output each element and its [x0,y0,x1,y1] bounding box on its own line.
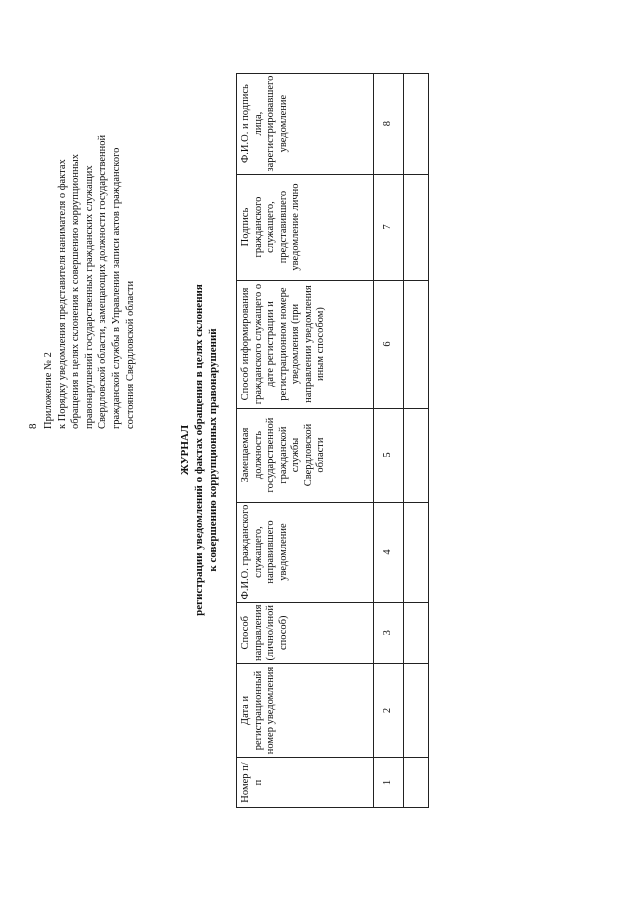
journal-table [236,73,429,808]
appendix-line: правонарушений государственных гражданских служащих [83,165,95,429]
column-header: Номер п/п [237,758,374,808]
title-line: к совершению коррупционных правонарушений [207,328,219,572]
table-cell [404,73,429,174]
column-number: 4 [374,502,404,602]
table-header-row [237,73,374,807]
column-header: Способ направления (лично/иной способ) [237,602,374,663]
table-cell [404,758,429,808]
column-header: Ф.И.О. гражданского служащего, направившего уведомление [237,502,374,602]
title-heading: ЖУРНАЛ [179,424,191,476]
appendix-line: Свердловской области, замещающих должности государственной [97,134,109,429]
column-header: Дата и регистрационный номер уведомления [237,664,374,758]
appendix-block [42,84,137,429]
table-row [404,73,429,807]
table-cell [404,664,429,758]
column-header: Подпись гражданского служащего, представившего уведомление лично [237,174,374,280]
column-number: 1 [374,758,404,808]
column-number: 2 [374,664,404,758]
column-number: 3 [374,602,404,663]
appendix-line: Приложение № 2 [43,352,54,429]
title-line: регистрации уведомлений о фактах обращения в целях склонения [193,284,205,616]
column-number: 6 [374,280,404,408]
table-cell [404,502,429,602]
table-cell [404,174,429,280]
table-cell [404,408,429,502]
journal-title [178,145,220,755]
column-number: 8 [374,73,404,174]
appendix-line: обращения в целях склонения к совершению коррупционных [70,154,82,429]
column-number-row [374,73,404,807]
column-number: 5 [374,408,404,502]
appendix-line: гражданской службы в Управлении записи актов гражданского [110,147,122,429]
appendix-line: состояния Свердловской области [124,280,136,429]
column-number: 7 [374,174,404,280]
page-number: 8 [27,423,39,429]
column-header: Замещаемая должность государственной гражданской службы Свердловской области [237,408,374,502]
table-cell [404,280,429,408]
appendix-line: к Порядку уведомления представителя нанимателя о фактах [56,159,68,429]
column-header: Ф.И.О. и подпись лица, зарегистрировавшего уведомление [237,73,374,174]
table-cell [404,602,429,663]
column-header: Способ информирования гражданского служащего о дате регистрации и регистрационном номере уведомления (при направлении уведомления иным способом) [237,280,374,408]
